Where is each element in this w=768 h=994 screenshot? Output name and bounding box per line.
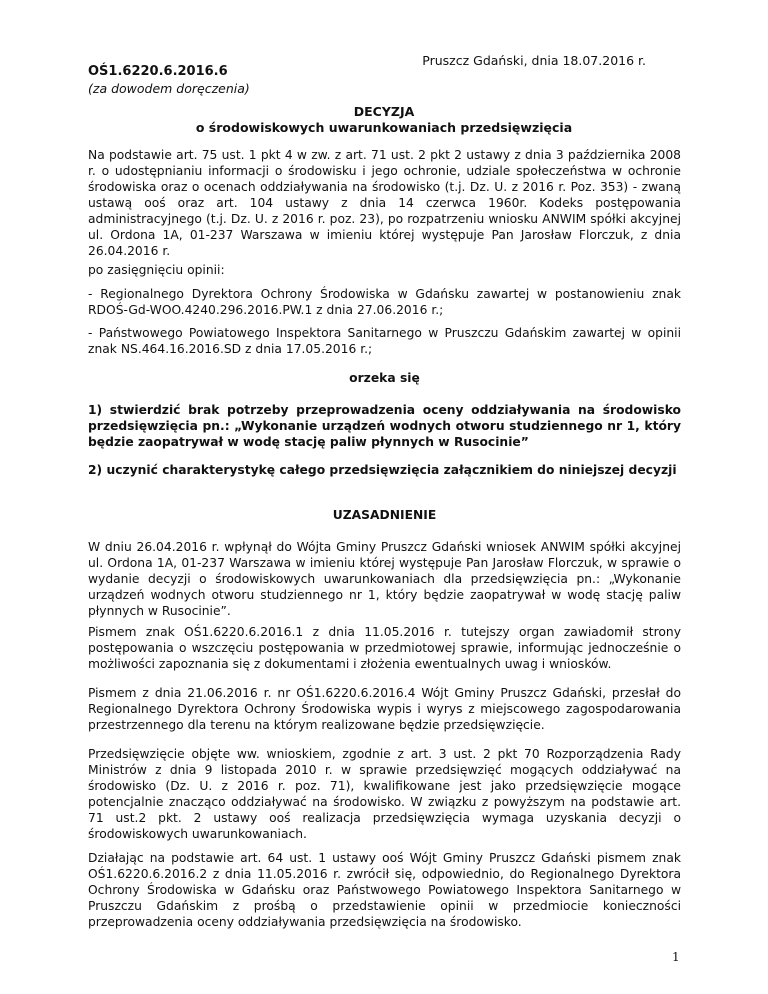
place-date: Pruszcz Gdański, dnia 18.07.2016 r. <box>422 53 646 68</box>
justification-paragraph-5: Działając na podstawie art. 64 ust. 1 ustawy ooś Wójt Gminy Pruszcz Gdański pismem znak OŚ1.6220.6.2016.2 z dnia 11.05.2016 r. zwrócił się, odpowiednio, do Regionalnego Dyrektora Ochrony Środowiska w Gdańsku oraz Państwowego Powiatowego Inspektora Sanitarnego w Pruszczu Gdańskim z prośbą o przedstawienie opinii w przedmiocie konieczności przeprowadzenia oceny oddziaływania przedsięwzięcia na środowisko. <box>88 851 681 929</box>
justification-paragraph-4: Przedsięwzięcie objęte ww. wnioskiem, zgodnie z art. 3 ust. 2 pkt 70 Rozporządzenia Rady Ministrów z dnia 9 listopada 2010 r. w sprawie przedsięwzięć mogących oddziaływać na środowisko (Dz. U. z 2016 r. poz. 71), kwalifikowane jest jako przedsięwzięcie mogące potencjalnie znacząco oddziaływać na środowisko. W związku z powyższym na podstawie art. 71 ust.2 pkt. 2 ustawy ooś realizacja przedsięwzięcia wymaga uzyskania decyzji o środowiskowych uwarunkowaniach. <box>88 747 681 841</box>
opinion-sanepid: - Państwowego Powiatowego Inspektora Sanitarnego w Pruszczu Gdańskim zawartej w opinii znak NS.464.16.2016.SD z dnia 17.05.2016 r.; <box>88 326 681 356</box>
document-title: DECYZJA <box>353 104 415 119</box>
justification-paragraph-3: Pismem z dnia 21.06.2016 r. nr OŚ1.6220.6.2016.4 Wójt Gminy Pruszcz Gdański, przesłał do Regionalnego Dyrektora Ochrony Środowiska wypis i wyrys z miejscowego zagospodarowania przestrzennego dla terenu na którym realizowane będzie przedsięwzięcie. <box>88 686 681 732</box>
page-number: 1 <box>672 950 680 964</box>
delivery-note: (za dowodem doręczenia) <box>88 81 250 96</box>
opinions-intro: po zasięgnięciu opinii: <box>88 263 225 277</box>
opinion-rdos: - Regionalnego Dyrektora Ochrony Środowiska w Gdańsku zawartej w postanowieniu znak RDOŚ-Gd-WOO.4240.296.2016.PW.1 z dnia 27.06.2016 r.; <box>88 287 681 317</box>
case-signature: OŚ1.6220.6.2016.6 <box>88 64 228 79</box>
ruling-heading: orzeka się <box>349 371 420 385</box>
ruling-point-1: 1) stwierdzić brak potrzeby przeprowadzenia oceny oddziaływania na środowisko przedsięwzięcia pn.: „Wykonanie urządzeń wodnych otworu studziennego nr 1, który będzie zaopatrywał w wodę stację paliw płynnych w Rusocinie” <box>88 403 681 449</box>
justification-paragraph-2: Pismem znak OŚ1.6220.6.2016.1 z dnia 11.05.2016 r. tutejszy organ zawiadomił strony postępowania o wszczęciu postępowania w przedmiotowej sprawie, informując jednocześnie o możliwości zapoznania się z dokumentami i złożenia ewentualnych uwag i wniosków. <box>88 625 681 671</box>
justification-heading: UZASADNIENIE <box>332 508 437 522</box>
document-subtitle: o środowiskowych uwarunkowaniach przedsięwzięcia <box>195 120 573 135</box>
ruling-point-2: 2) uczynić charakterystykę całego przedsięwzięcia załącznikiem do niniejszej decyzji <box>88 463 677 477</box>
intro-paragraph: Na podstawie art. 75 ust. 1 pkt 4 w zw. z art. 71 ust. 2 pkt 2 ustawy z dnia 3 października 2008 r. o udostępnianiu informacji o środowisku i jego ochronie, udziale społeczeństwa w ochronie środowiska oraz o ocenach oddziaływania na środowisko (t.j. Dz. U. z 2016 r. Poz. 353) - zwaną ustawą ooś oraz art. 104 ustawy z dnia 14 czerwca 1960r. Kodeks postępowania administracyjnego (t.j. Dz. U. z 2016 r. poz. 23), po rozpatrzeniu wniosku ANWIM spółki akcyjnej ul. Ordona 1A, 01-237 Warszawa w imieniu której występuje Pan Jarosław Florczuk, z dnia 26.04.2016 r. <box>88 148 681 258</box>
justification-paragraph-1: W dniu 26.04.2016 r. wpłynął do Wójta Gminy Pruszcz Gdański wniosek ANWIM spółki akcyjnej ul. Ordona 1A, 01-237 Warszawa w imieniu której występuje Pan Jarosław Florczuk, w sprawie o wydanie decyzji o środowiskowych uwarunkowaniach dla przedsięwzięcia pn.: „Wykonanie urządzeń wodnych otworu studziennego nr 1, który będzie zaopatrywał w wodę stację paliw płynnych w Rusocinie”. <box>88 540 681 618</box>
